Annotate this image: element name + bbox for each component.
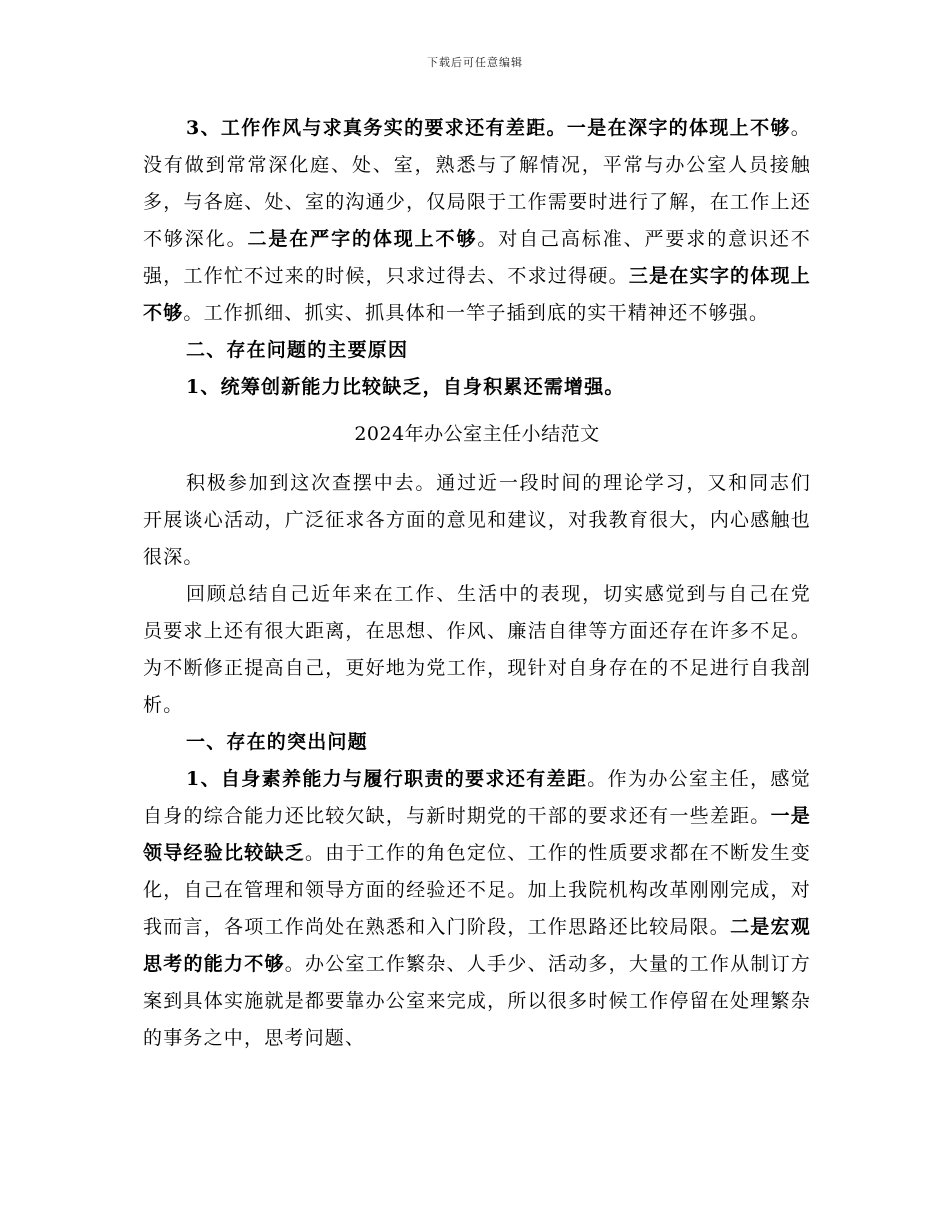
point-three-heading: 三是在实字的体现上不够 [143,265,811,324]
paragraph-text: 。对自己高标准、严要求的意识还不强，工作忙不过来的时候，只求过得去、不求过得硬。 [143,228,811,287]
paragraph-text: 。没有做到常常深化庭、处、室，熟悉与了解情况，平常与办公室人员接触多，与各庭、处、室的沟通少，仅局限于工作需要时进行了解，在工作上还不够深化。 [143,117,811,250]
paragraph-text: 。由于工作的角色定位、工作的性质要求都在不断发生变化，自己在管理和领导方面的经验还不足。加上我院机构改革刚刚完成，对我而言，各项工作尚处在熟悉和入门阶段，工作思路还比较局限。 [143,842,811,938]
paragraph-review: 回顾总结自己近年来在工作、生活中的表现，切实感觉到与自己在党员要求上还有很大距离，在思想、作风、廉洁自律等方面还存在许多不足。为不断修正提高自己，更好地为党工作，现针对自身存在的不足进行自我剖析。 [143,583,811,716]
paragraph-work-style [143,110,811,332]
section-heading-causes: 二、存在问题的主要原因 [186,339,409,361]
section-heading-problems: 一、存在的突出问题 [186,731,368,753]
point-one-heading: 一是领导经验比较缺乏 [143,805,812,864]
point-one-heading: 一是在深字的体现上不够 [566,117,791,139]
page-header: 下载后可任意编辑 [427,56,523,69]
paragraph-text: 。办公室工作繁杂、人手少、活动多，大量的工作从制订方案到具体实施就是都要靠办公室来完成，所以很多时候工作停留在处理繁杂的事务之中，思考问题、 [143,953,812,1049]
paragraph-text: 。作为办公室主任，感觉自身的综合能力还比较欠缺，与新时期党的干部的要求还有一些差距。 [143,768,811,827]
subsection-heading-innovation: 1、统筹创新能力比较缺乏，自身积累还需增强。 [186,376,625,398]
point-two-heading: 二是在严字的体现上不够 [247,228,478,250]
paragraph-text: 。工作抓细、抓实、抓具体和一竿子插到底的实干精神还不够强。 [183,302,770,324]
document-body [143,110,811,1057]
paragraph-ability [143,761,811,1057]
paragraph-heading: 3、工作作风与求真务实的要求还有差距。 [186,117,567,139]
paragraph-heading: 1、自身素养能力与履行职责的要求还有差距 [186,768,588,790]
point-two-heading: 二是宏观思考的能力不够 [143,916,811,975]
paragraph-intro: 积极参加到这次查摆中去。通过近一段时间的理论学习，又和同志们开展谈心活动，广泛征求各方面的意见和建议，对我教育很大，内心感触也很深。 [143,472,811,568]
document-title: 2024年办公室主任小结范文 [354,423,600,445]
